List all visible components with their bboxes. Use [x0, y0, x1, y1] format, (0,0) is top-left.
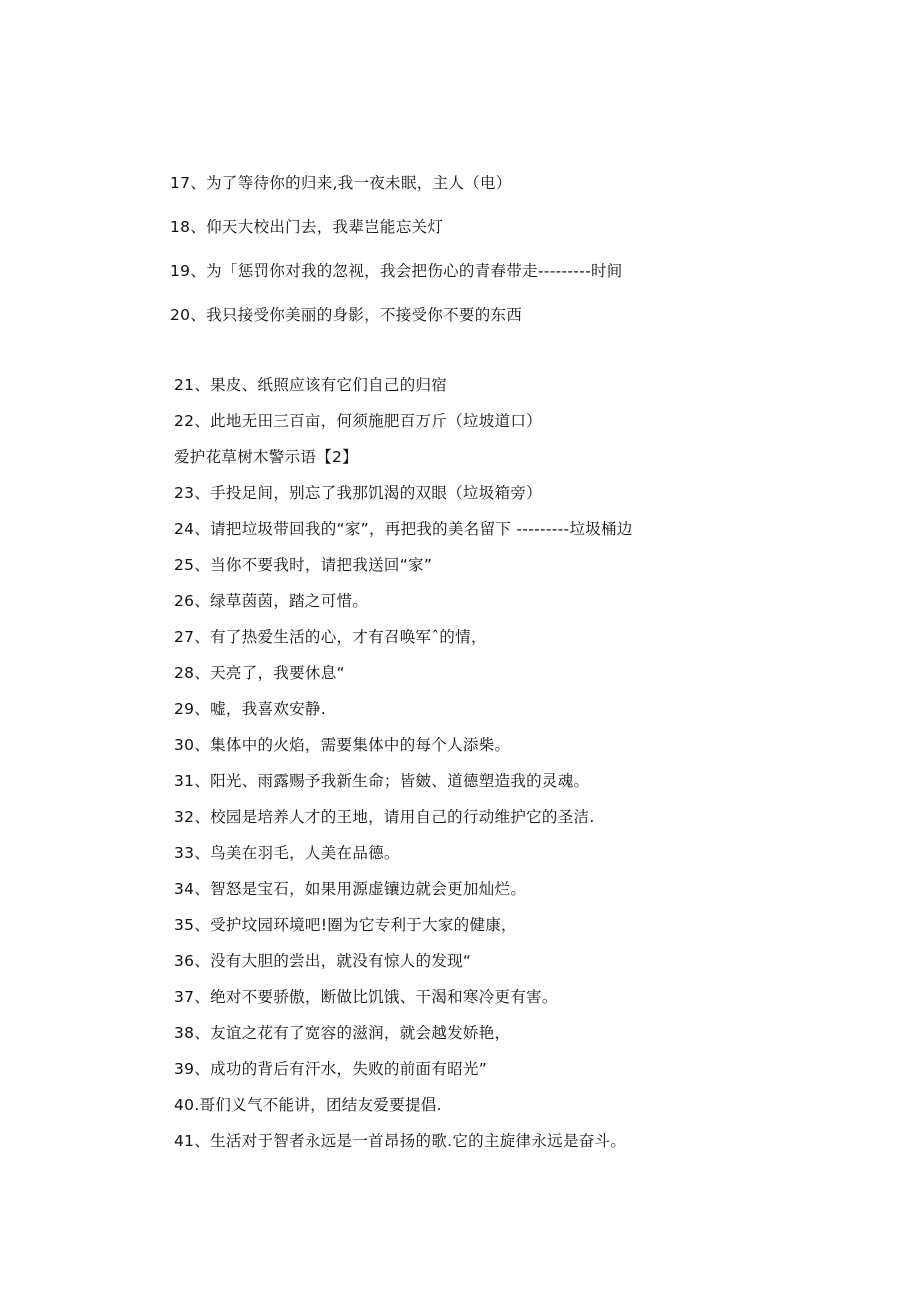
- text-line: 25、当你不要我时，请把我送回“家”: [174, 556, 433, 574]
- section-heading: 爱护花草树木警示语【2】: [174, 448, 358, 466]
- text-line: 20、我只接受你美丽的身影，不接受你不要的东西: [170, 306, 523, 324]
- text-line: 18、仰天大校出门去，我辈岂能忘关灯: [170, 218, 444, 236]
- text-line: 29、嘘，我喜欢安静.: [174, 700, 326, 718]
- text-line: 31、阳光、雨露赐予我新生命；皆皴、道德塑造我的灵魂。: [174, 772, 590, 790]
- text-line: 17、为了等待你的归来,我一夜未眠，主人（电）: [170, 174, 512, 192]
- text-line: 28、天亮了，我要休息“: [174, 664, 345, 682]
- text-line: 21、果皮、纸照应该有它们自己的归宿: [174, 376, 448, 394]
- text-line: 26、绿草茵茵，踏之可惜。: [174, 592, 369, 610]
- text-line: 39、成功的背后有汗水，失败的前面有昭光”: [174, 1060, 488, 1078]
- text-line: 35、受护坟园环境吧!圈为它专利于大家的健康，: [174, 916, 517, 934]
- text-line: 36、没有大胆的尝出，就没有惊人的发现“: [174, 952, 472, 970]
- text-line: 27、有了热爱生活的心，才有召唤军ˆ的情，: [174, 628, 487, 646]
- text-line: 37、绝对不要骄傲，断做比饥饿、干渴和寒冷更有害。: [174, 988, 558, 1006]
- text-line: 32、校园是培养人才的王地，请用自己的行动维护它的圣洁.: [174, 808, 595, 826]
- text-line: 34、智怒是宝石，如果用源虚镶边就会更加灿烂。: [174, 880, 527, 898]
- text-line: 38、友谊之花有了宽容的滋润，就会越发娇艳，: [174, 1024, 511, 1042]
- text-line: 40.哥们义气不能讲，团结友爱要提倡.: [174, 1096, 442, 1114]
- text-line: 30、集体中的火焰，需要集体中的每个人添柴。: [174, 736, 511, 754]
- text-line: 22、此地无田三百亩，何须施肥百万斤（垃坡道口）: [174, 412, 542, 430]
- text-line: 19、为「惩罚你对我的忽视，我会把伤心的青春带走---------时间: [170, 262, 623, 280]
- text-line: 24、请把垃圾带回我的“家”，再把我的美名留下 ---------垃圾桶边: [174, 520, 633, 538]
- text-line: 41、生活对于智者永远是一首昂扬的歌.它的主旋律永远是奋斗。: [174, 1132, 627, 1150]
- text-line: 33、鸟美在羽毛，人美在品德。: [174, 844, 400, 862]
- text-line: 23、手投足间，别忘了我那饥渴的双眼（垃圾箱旁）: [174, 484, 542, 502]
